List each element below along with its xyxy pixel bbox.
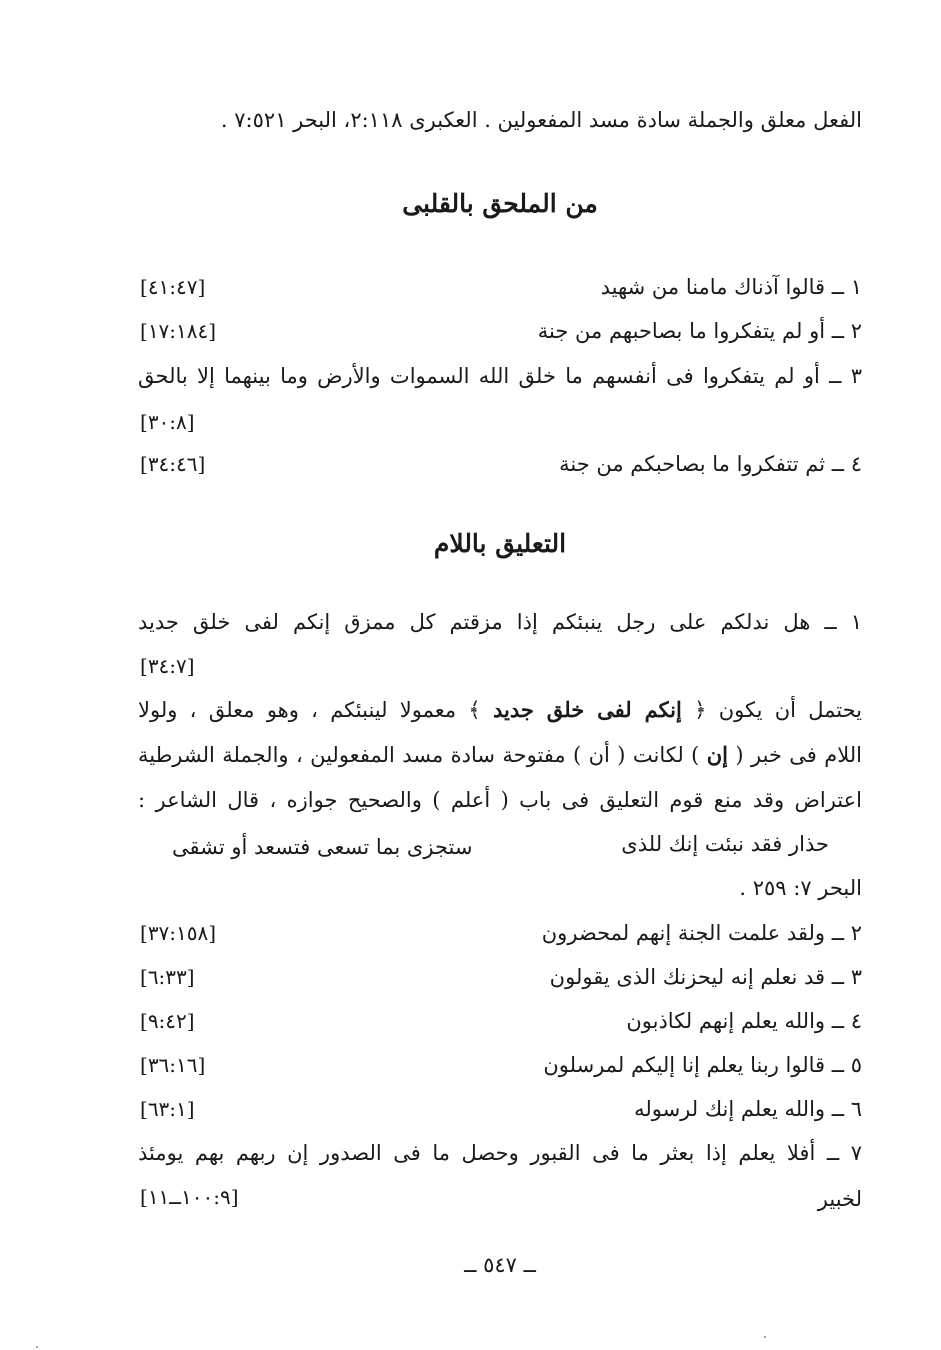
verse-source: البحر ٧: ٢٥٩ . (739, 876, 862, 900)
verse-reference: [٣٤:٧] (140, 654, 195, 678)
verse-reference: [٣٧:١٥٨] (140, 921, 217, 945)
verse-reference: [٦٣:١] (140, 1097, 195, 1121)
list-item: ٣ ــ أو لم يتفكروا فى أنفسهم ما خلق الله السموات والأرض وما بينهما إلا بالحق (138, 364, 862, 388)
commentary-line: يحتمل أن يكون ﴿ إنكم لفى خلق جديد ﴾ معمولا لينبئكم ، وهو معلق ، ولولا (138, 697, 863, 722)
verse-reference: [٤١:٤٧] (140, 275, 206, 299)
poem-first-hemistich: حذار فقد نبئت إنك للذى (621, 832, 829, 856)
verse-reference: [١٧:١٨٤] (140, 319, 217, 343)
verse-reference: [١٠٠:٩ــ١١] (140, 1185, 239, 1209)
verse-reference: [٣٦:١٦] (140, 1053, 206, 1077)
list-item: ٣ ــ قد نعلم إنه ليحزنك الذى يقولون (549, 965, 862, 989)
quoted-particle: إن (706, 742, 728, 767)
quoted-verse: إنكم لفى خلق جديد (493, 697, 682, 722)
list-item: ٧ ــ أفلا يعلم إذا بعثر ما فى القبور وحصل ما فى الصدور إن ربهم بهم يومئذ (138, 1141, 862, 1165)
verse-reference: [٩:٤٢] (140, 1009, 195, 1033)
list-item: ٤ ــ ثم تتفكروا ما بصاحبكم من جنة (559, 452, 862, 476)
commentary-line: اللام فى خبر ( إن ) لكانت ( أن ) مفتوحة سادة مسد المفعولين ، والجملة الشرطية (138, 742, 862, 767)
section-heading-lam: التعليق باللام (433, 529, 567, 558)
list-item-continuation: لخبير (817, 1187, 862, 1211)
poem-second-hemistich: ستجزى بما تسعى فتسعد أو تشقى (172, 835, 473, 859)
list-item: ١ ــ هل ندلكم على رجل ينبئكم إذا مزقتم كل ممزق إنكم لفى خلق جديد (138, 610, 862, 634)
section-heading-qalbi: من الملحق بالقلبى (402, 189, 598, 218)
list-item: ٤ ــ والله يعلم إنهم لكاذبون (626, 1009, 862, 1033)
list-item: ٦ ــ والله يعلم إنك لرسوله (634, 1097, 862, 1121)
verse-reference: [٣٠:٨] (140, 410, 195, 434)
intro-line: الفعل معلق والجملة سادة مسد المفعولين . العكبرى ٢:١١٨، البحر ٧:٥٢١ . (220, 108, 862, 132)
page-number: ــ ٥٤٧ ــ (464, 1253, 536, 1277)
verse-reference: [٣٤:٤٦] (140, 452, 206, 476)
scan-speck (36, 1346, 38, 1348)
list-item: ٢ ــ ولقد علمت الجنة إنهم لمحضرون (541, 921, 862, 945)
list-item: ٥ ــ قالوا ربنا يعلم إنا إليكم لمرسلون (543, 1053, 862, 1077)
list-item: ١ ــ قالوا آذناك مامنا من شهيد (600, 275, 862, 299)
verse-reference: [٦:٣٣] (140, 965, 195, 989)
commentary-line: اعتراض وقد منع قوم التعليق فى باب ( أعلم ) والصحيح جوازه ، قال الشاعر : (138, 788, 862, 812)
scan-speck (764, 1336, 766, 1338)
list-item: ٢ ــ أو لم يتفكروا ما بصاحبهم من جنة (537, 319, 862, 343)
